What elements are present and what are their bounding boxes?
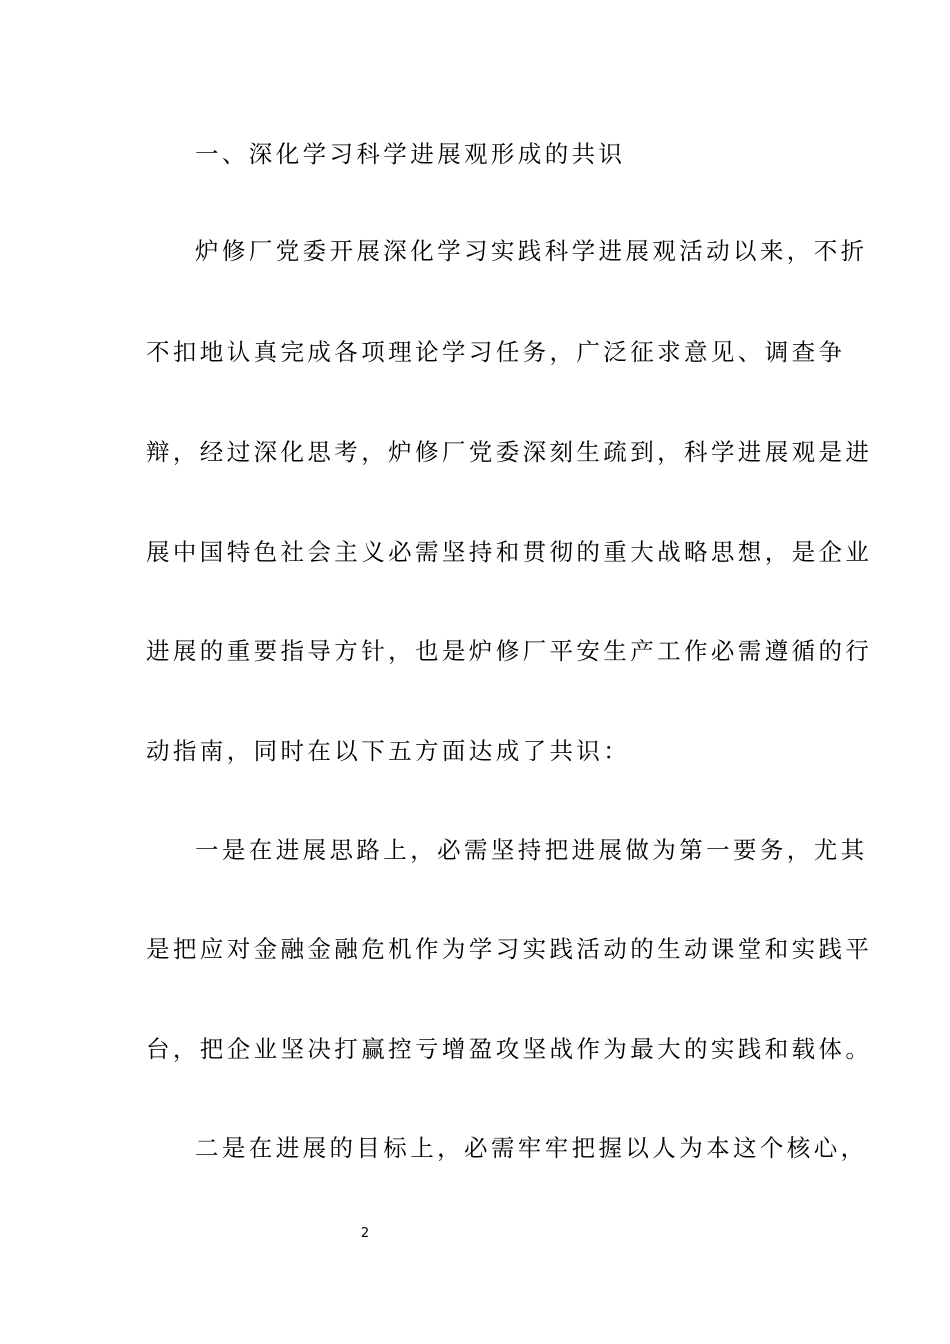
paragraph-line: 动指南，同时在以下五方面达成了共识： xyxy=(146,737,631,765)
paragraph-line: 不扣地认真完成各项理论学习任务，广泛征求意见、调查争 xyxy=(146,338,846,366)
paragraph-line: 展中国特色社会主义必需坚持和贯彻的重大战略思想，是企业 xyxy=(146,538,873,566)
section-heading: 一、深化学习科学进展观形成的共识 xyxy=(195,140,626,168)
paragraph-line: 进展的重要指导方针，也是炉修厂平安生产工作必需遵循的行 xyxy=(146,637,873,665)
paragraph-line: 炉修厂党委开展深化学习实践科学进展观活动以来，不折 xyxy=(195,237,868,265)
page-number: 2 xyxy=(360,1226,370,1241)
paragraph-line: 辩，经过深化思考，炉修厂党委深刻生疏到，科学进展观是进 xyxy=(146,438,873,466)
paragraph-line: 台，把企业坚决打赢控亏增盈攻坚战作为最大的实践和载体。 xyxy=(146,1035,873,1063)
paragraph-line: 二是在进展的目标上，必需牢牢把握以人为本这个核心， xyxy=(195,1134,868,1162)
paragraph-line: 是把应对金融金融危机作为学习实践活动的生动课堂和实践平 xyxy=(146,935,873,963)
paragraph-line: 一是在进展思路上，必需坚持把进展做为第一要务，尤其 xyxy=(195,836,868,864)
